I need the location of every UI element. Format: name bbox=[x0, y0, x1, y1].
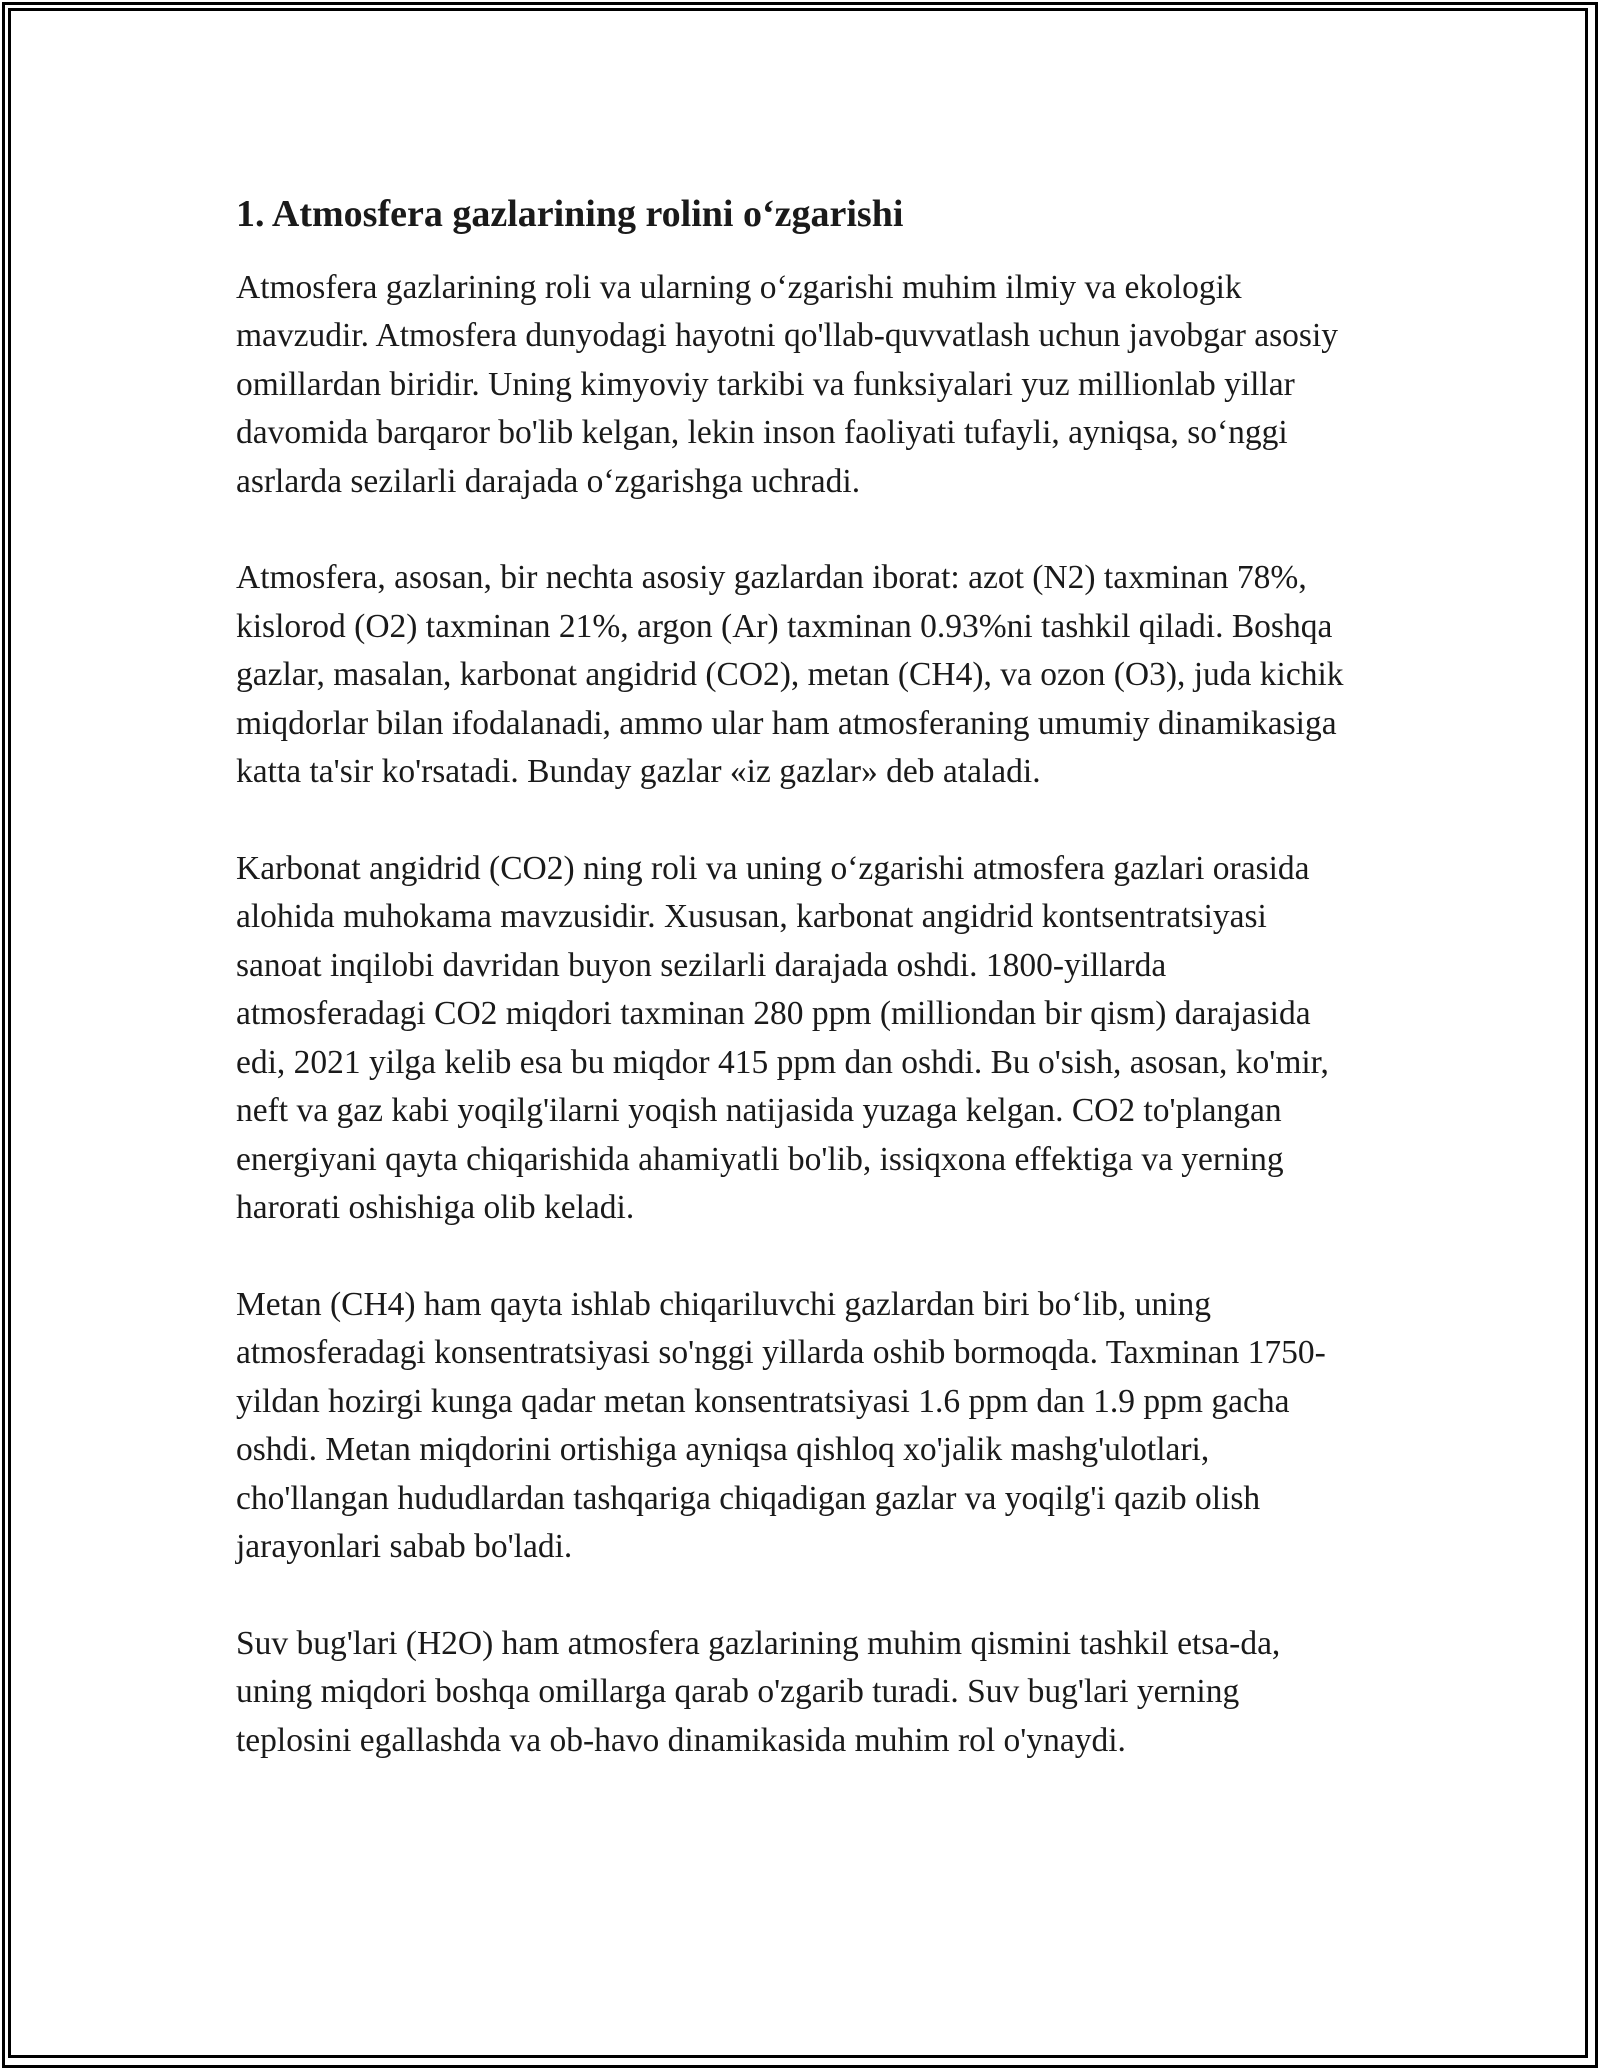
paragraph-intro: Atmosfera gazlarining roli va ularning o‘zgarishi muhim ilmiy va ekologik mavzudir. Atmosfera dunyodagi hayotni qo'llab-quvvatlash uchun javobgar asosiy omillardan biridir. Uning kimyoviy tarkibi va funksiyalari yuz millionlab yillar davomida barqaror bo'lib kelgan, lekin inson faoliyati tufayli, ayniqsa, so‘nggi asrlarda sezilarli darajada o‘zgarishga uchradi. bbox=[236, 268, 1338, 500]
document-body bbox=[236, 180, 1360, 1813]
paragraph-co2: Karbonat angidrid (CO2) ning roli va uning o‘zgarishi atmosfera gazlari orasida alohida muhokama mavzusidir. Xususan, karbonat angidrid kontsentratsiyasi sanoat inqilobi davridan buyon sezilarli darajada oshdi. 1800-yillarda atmosferadagi CO2 miqdori taxminan 280 ppm (milliondan bir qism) darajasida edi, 2021 yilga kelib esa bu miqdor 415 ppm dan oshdi. Bu o'sish, asosan, ko'mir, neft va gaz kabi yoqilg'ilarni yoqish natijasida yuzaga kelgan. CO2 to'plangan energiyani qayta chiqarishida ahamiyatli bo'lib, issiqxona effektiga va yerning harorati oshishiga olib keladi. bbox=[236, 849, 1329, 1227]
paragraph-composition: Atmosfera, asosan, bir nechta asosiy gazlardan iborat: azot (N2) taxminan 78%, kislorod (O2) taxminan 21%, argon (Ar) taxminan 0.93%ni tashkil qiladi. Boshqa gazlar, masalan, karbonat angidrid (CO2), metan (CH4), va ozon (O3), juda kichik miqdorlar bilan ifodalanadi, ammo ular ham atmosferaning umumiy dinamikasiga katta ta'sir ko'rsatadi. Bunday gazlar «iz gazlar» deb ataladi. bbox=[236, 559, 1344, 791]
paragraph-water-vapor: Suv bug'lari (H2O) ham atmosfera gazlarining muhim qismini tashkil etsa-da, uning miqdori boshqa omillarga qarab o'zgarib turadi. Suv bug'lari yerning teplosini egallashda va ob-havo dinamikasida muhim rol o'ynaydi. bbox=[236, 1624, 1281, 1759]
section-heading: 1. Atmosfera gazlarining rolini o‘zgarishi bbox=[236, 193, 904, 235]
paragraph-methane: Metan (CH4) ham qayta ishlab chiqariluvchi gazlardan biri bo‘lib, uning atmosferadagi konsentratsiyasi so'nggi yillarda oshib bormoqda. Taxminan 1750-yildan hozirgi kunga qadar metan konsentratsiyasi 1.6 ppm dan 1.9 ppm gacha oshdi. Metan miqdorini ortishiga ayniqsa qishloq xo'jalik mashg'ulotlari, cho'llangan hududlardan tashqariga chiqadigan gazlar va yoqilg'i qazib olish jarayonlari sabab bo'ladi. bbox=[236, 1285, 1326, 1566]
